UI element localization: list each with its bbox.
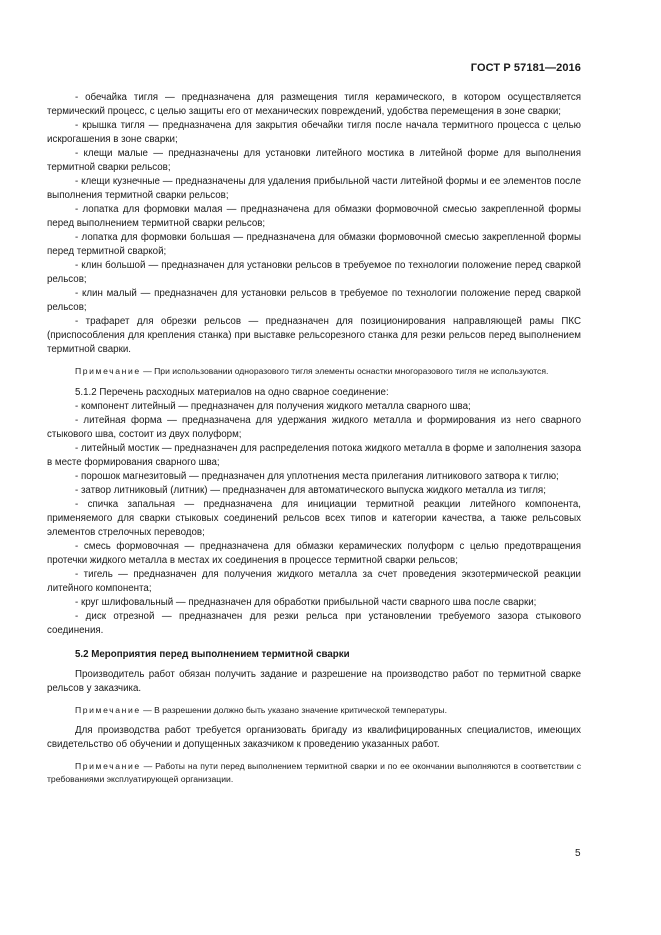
list-item: - затвор литниковый (литник) — предназначен для автоматического выпуска жидкого металла из тигля; bbox=[75, 484, 546, 496]
list-item: - литейная форма — предназначена для удержания жидкого металла и формирования из него сварного стыкового шва, состоит из двух полуформ; bbox=[47, 414, 581, 440]
list-item: - компонент литейный — предназначен для получения жидкого металла сварного шва; bbox=[75, 400, 471, 412]
note-label: Примечание bbox=[75, 704, 141, 715]
list-item: - трафарет для обрезки рельсов — предназначен для позиционирования направляющей рамы ПКС (приспособления для крепления станка) при выставке рельсорезного станка для резки рельсов перед выполнением термитной сварки. bbox=[47, 316, 581, 355]
list-item: - клин большой — предназначен для установки рельсов в требуемое по технологии положение перед сваркой рельсов; bbox=[47, 260, 581, 285]
note-1 bbox=[47, 365, 581, 378]
paragraph-1: Производитель работ обязан получить задание и разрешение на производство работ по термитной сварке рельсов у заказчика. bbox=[47, 668, 581, 694]
note-text: — При использовании одноразового тигля элементы оснастки многоразового тигля не используются. bbox=[140, 366, 549, 376]
standard-code-header: ГОСТ Р 57181—2016 bbox=[470, 62, 581, 74]
list-item: - круг шлифовальный — предназначен для обработки прибыльной части сварного шва после сварки; bbox=[75, 596, 537, 608]
list-item: - клин малый — предназначен для установки рельсов в требуемое по технологии положение перед сваркой рельсов; bbox=[47, 288, 581, 313]
section-5-2-heading: 5.2 Мероприятия перед выполнением термитной сварки bbox=[75, 648, 350, 660]
list-item: - крышка тигля — предназначена для закрытия обечайки тигля после начала термитного процесса с целью искрогашения в зоне сварки; bbox=[47, 120, 581, 145]
note-text: — Работы на пути перед выполнением термитной сварки и по ее окончании выполняются в соответствии с требованиями эксплуатирующей организации. bbox=[47, 761, 581, 784]
note-2 bbox=[47, 704, 581, 717]
note-label: Примечание bbox=[75, 761, 141, 771]
list-item: - обечайка тигля — предназначена для размещения тигля керамического, в котором осуществляется термический процесс, с целью защиты его от механических повреждений, удобства перемещения в зоне сварки; bbox=[47, 92, 581, 117]
note-text: — В разрешении должно быть указано значение критической температуры. bbox=[140, 704, 447, 715]
list-item: - смесь формовочная — предназначена для обмазки керамических полуформ с целью предотвращения протечки жидкого металла в местах их соединения в процессе термитной сварки рельсов; bbox=[47, 540, 581, 566]
list-item: - диск отрезной — предназначен для резки рельса при установлении требуемого зазора стыкового соединения. bbox=[47, 610, 581, 636]
note-3 bbox=[47, 760, 581, 785]
list-item: - клещи кузнечные — предназначены для удаления прибыльной части литейной формы и ее элементов после выполнения термитной сварки рельсов; bbox=[47, 176, 581, 201]
page-number: 5 bbox=[575, 848, 581, 859]
subsection-5-1-2: 5.1.2 Перечень расходных материалов на одно сварное соединение: bbox=[75, 386, 389, 398]
list-item: - лопатка для формовки малая — предназначена для обмазки формовочной смесью закрепленной формы перед выполнением термитной сварки рельсов; bbox=[47, 204, 581, 229]
list-item: - тигель — предназначен для получения жидкого металла за счет проведения экзотермической реакции литейного компонента; bbox=[47, 568, 581, 594]
list-item: - лопатка для формовки большая — предназначена для обмазки формовочной смесью закрепленной формы перед термитной сваркой; bbox=[47, 232, 581, 257]
list-item: - порошок магнезитовый — предназначен для уплотнения места прилегания литникового затвора к тиглю; bbox=[75, 470, 559, 482]
note-label: Примечание bbox=[75, 366, 141, 376]
paragraph-2: Для производства работ требуется организовать бригаду из квалифицированных специалистов, имеющих свидетельство об обучении и допущенных заказчиком к проведению указанных работ. bbox=[47, 725, 581, 750]
list-item: - клещи малые — предназначены для установки литейного мостика в литейной форме для выполнения термитной сварки рельсов; bbox=[47, 148, 581, 173]
list-item: - спичка запальная — предназначена для инициации термитной реакции литейного компонента, применяемого для сварки стыковых соединений рельсов всех типов и категории качества, а также рельсовых элементов стрелочных переводов; bbox=[47, 498, 581, 538]
page-content bbox=[47, 91, 581, 785]
list-item: - литейный мостик — предназначен для распределения потока жидкого металла в форме и заполнения зазора в месте формирования сварного шва; bbox=[47, 442, 581, 468]
